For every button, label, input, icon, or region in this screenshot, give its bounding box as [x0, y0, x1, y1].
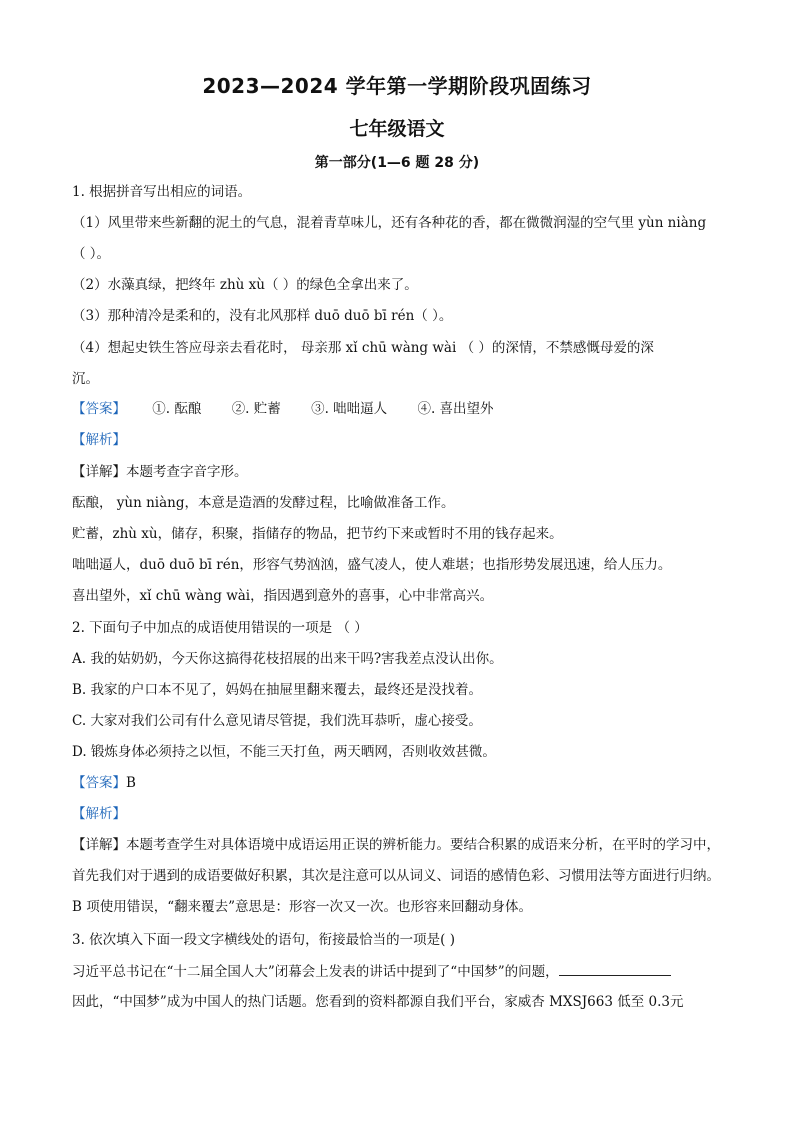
q3-line-2: 因此，“中国梦”成为中国人的热门话题。您看到的资料都源自我们平台，家威杏 MXSJ663 低至 0.3元: [72, 994, 684, 1010]
q3-stem: 3. 依次填入下面一段文字横线处的语句，衔接最恰当的一项是( ): [72, 932, 455, 948]
answer-1: ①. 酝酿: [152, 401, 202, 417]
analysis-tag: 【解析】: [72, 432, 126, 448]
q2-option-a: A. 我的姑奶奶，今天你这搞得花枝招展的出来干吗?害我差点没认出你。: [72, 651, 503, 667]
analysis-tag: 【解析】: [72, 806, 126, 822]
q2-option-d: D. 锻炼身体必须持之以恒，不能三天打鱼，两天晒网，否则收效甚微。: [72, 744, 496, 760]
detail-tag: 【详解】: [72, 464, 126, 480]
q1-item-4-cont: 沉。: [72, 371, 99, 387]
detail-tag: 【详解】: [72, 837, 126, 853]
q1-explain-3: 咄咄逼人，duō duō bī rén，形容气势汹汹，盛气凌人，使人难堪；也指形势发展迅速，给人压力。: [72, 557, 672, 573]
answer-4: ④. 喜出望外: [417, 401, 494, 417]
q3-line-1: [72, 961, 722, 982]
q2-option-c: C. 大家对我们公司有什么意见请尽管提，我们洗耳恭听，虚心接受。: [72, 713, 482, 729]
q1-stem: 1. 根据拼音写出相应的词语。: [72, 184, 252, 200]
q2-option-b: B. 我家的户口本不见了，妈妈在抽屉里翻来覆去，最终还是没找着。: [72, 682, 483, 698]
q2-detail: [72, 830, 722, 923]
section-heading: 第一部分(1—6 题 28 分): [314, 155, 480, 171]
q1-item-1-blank: （ ）。: [72, 246, 111, 262]
fill-blank: [559, 961, 671, 976]
q2-answer-row: [72, 773, 722, 793]
q1-explain-1: 酝酿， yùn niàng，本意是造酒的发酵过程，比喻做准备工作。: [72, 495, 455, 511]
q1-answer-row: [72, 399, 722, 419]
answer-tag: 【答案】: [72, 775, 126, 791]
q1-item-2: （2）水藻真绿，把终年 zhù xù（ ）的绿色全拿出来了。: [72, 277, 418, 293]
q1-item-1: （1）风里带来些新翻的泥土的气息，混着青草味儿，还有各种花的香，都在微微润湿的空气里 yùn niàng: [72, 215, 707, 231]
answer-value: B: [126, 775, 136, 791]
answer-2: ②. 贮蓄: [231, 401, 281, 417]
q1-detail: [72, 462, 722, 482]
answer-3: ③. 咄咄逼人: [311, 401, 388, 417]
detail-text: 本题考查字音字形。: [126, 464, 248, 480]
exam-title: 2023—2024 学年第一学期阶段巩固练习: [202, 74, 592, 98]
q1-explain-2: 贮蓄，zhù xù，储存，积聚，指储存的物品，把节约下来或暂时不用的钱存起来。: [72, 526, 563, 542]
q1-explain-4: 喜出望外，xǐ chū wàng wài，指因遇到意外的喜事，心中非常高兴。: [72, 588, 494, 604]
q3-line-1-text: 习近平总书记在“十二届全国人大”闭幕会上发表的讲话中提到了“中国梦”的问题，: [72, 964, 559, 980]
q1-item-4: （4）想起史铁生答应母亲去看花时， 母亲那 xǐ chū wàng wài （ ）的深情，不禁感慨母爱的深: [72, 340, 654, 356]
q2-stem: 2. 下面句子中加点的成语使用错误的一项是 （ ）: [72, 620, 368, 636]
q1-item-3: （3）那种清冷是柔和的，没有北风那样 duō duō bī rén（ ）。: [72, 308, 453, 324]
answer-tag: 【答案】: [72, 401, 126, 417]
detail-text: 本题考查学生对具体语境中成语运用正误的辨析能力。要结合积累的成语来分析，在平时的学习中，首先我们对于遇到的成语要做好积累，其次是注意可以从词义、词语的感情色彩、习惯用法等方面进行归纳。B 项使用错误，“翻来覆去”意思是：形容一次又一次。也形容来回翻动身体。: [72, 837, 720, 915]
exam-subject: 七年级语文: [349, 118, 445, 140]
